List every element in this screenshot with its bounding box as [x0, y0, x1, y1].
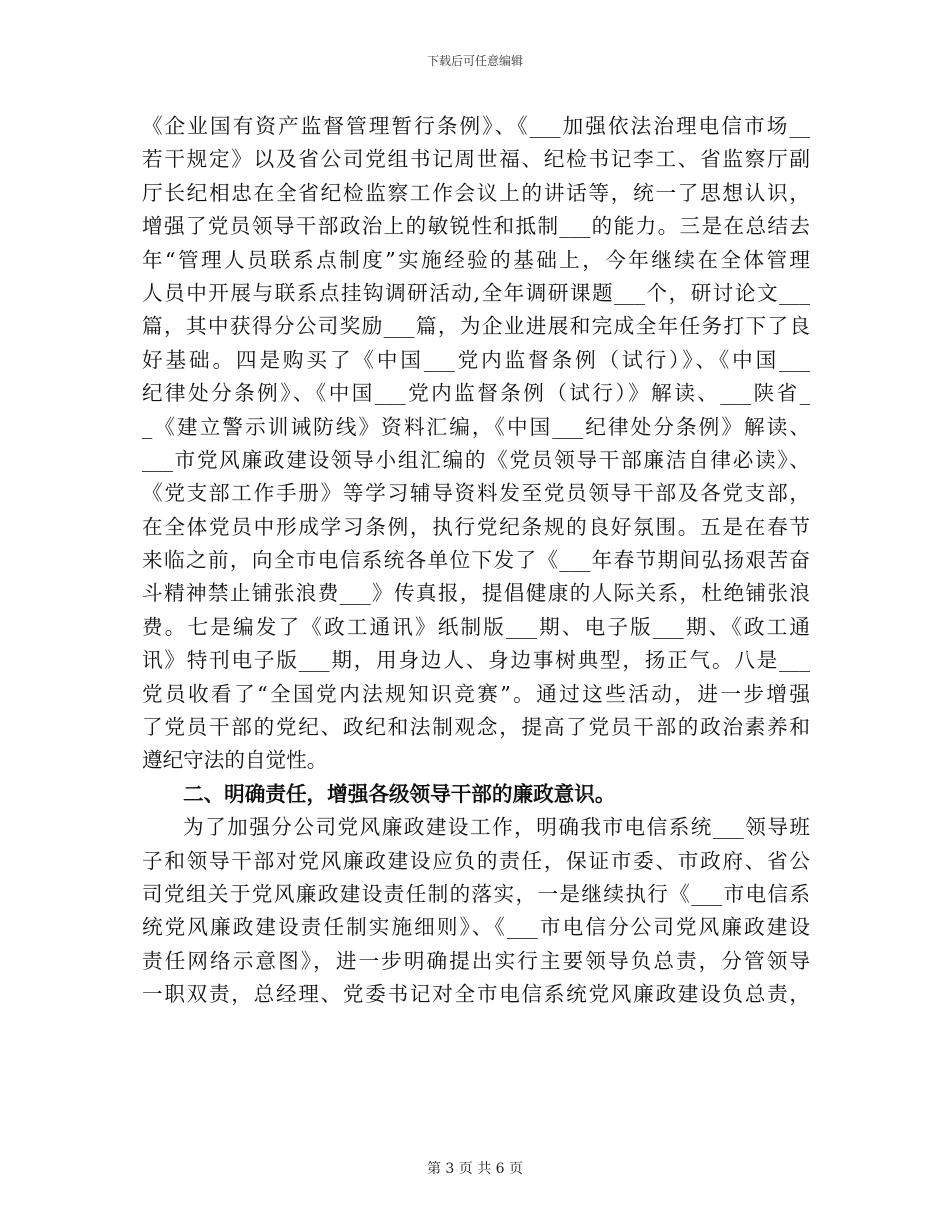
document-body: [142, 110, 810, 1012]
text-line: 司党组关于党风廉政建设责任制的落实，一是继续执行《___市电信系: [142, 881, 810, 906]
text-line: 在全体党员中形成学习条例，执行党纪条规的良好氛围。五是在春节: [142, 514, 810, 539]
text-line: 遵纪守法的自觉性。: [142, 748, 328, 773]
text-line: 了党员干部的党纪、政纪和法制观念，提高了党员干部的政治素养和: [142, 715, 810, 740]
page-header-note: 下载后可任意编辑: [426, 54, 523, 68]
text-line: _《建立警示训诫防线》资料汇编，《中国___纪律处分条例》解读、: [142, 414, 810, 439]
text-line: 责任网络示意图》，进一步明确提出实行主要领导负总责，分管领导: [142, 948, 810, 973]
text-line: 讯》特刊电子版___期，用身边人、身边事树典型，扬正气。八是___: [142, 648, 810, 673]
section-heading: 二、明确责任，增强各级领导干部的廉政意识。: [183, 781, 616, 806]
paragraph-2: [142, 811, 810, 1011]
text-line: 年“管理人员联系点制度”实施经验的基础上，今年继续在全体管理: [142, 247, 810, 272]
text-line: 斗精神禁止铺张浪费___》传真报，提倡健康的人际关系，杜绝铺张浪: [142, 581, 810, 606]
text-line: 来临之前，向全市电信系统各单位下发了《___年春节期间弘扬艰苦奋: [142, 548, 810, 573]
text-line: 纪律处分条例》、《中国___党内监督条例（试行）》解读、___陕省_: [142, 381, 810, 406]
page-number: 第 3 页 共 6 页: [426, 1161, 524, 1177]
text-line: ___市党风廉政建设领导小组汇编的《党员领导干部廉洁自律必读》、: [142, 447, 810, 472]
text-line: 若干规定》以及省公司党组书记周世福、纪检书记李工、省监察厅副: [142, 147, 810, 172]
text-line: 《企业国有资产监督管理暂行条例》、《___加强依法治理电信市场__: [142, 114, 810, 138]
text-line: 统党风廉政建设责任制实施细则》、《___市电信分公司党风廉政建设: [142, 915, 810, 940]
text-line: 费。七是编发了《政工通讯》纸制版___期、电子版___期、《政工通: [142, 614, 810, 639]
text-line: 人员中开展与联系点挂钩调研活动,全年调研课题___个，研讨论文___: [142, 280, 810, 305]
text-line: 子和领导干部对党风廉政建设应负的责任，保证市委、市政府、省公: [142, 848, 810, 873]
paragraph-1: [142, 110, 810, 778]
text-line: 《党支部工作手册》等学习辅导资料发至党员领导干部及各党支部，: [142, 481, 810, 506]
text-line: 增强了党员领导干部政治上的敏锐性和抵制___的能力。三是在总结去: [142, 214, 810, 239]
text-line: 为了加强分公司党风廉政建设工作，明确我市电信系统___领导班: [183, 815, 810, 840]
text-line: 篇，其中获得分公司奖励___篇，为企业进展和完成全年任务打下了良: [142, 314, 810, 339]
text-line: 党员收看了“全国党内法规知识竞赛”。通过这些活动，进一步增强: [142, 681, 810, 706]
text-line: 一职双责，总经理、党委书记对全市电信系统党风廉政建设负总责，: [142, 982, 810, 1007]
text-line: 好基础。四是购买了《中国___党内监督条例（试行）》、《中国___: [142, 347, 810, 372]
text-line: 厅长纪相忠在全省纪检监察工作会议上的讲话等，统一了思想认识，: [142, 180, 810, 205]
